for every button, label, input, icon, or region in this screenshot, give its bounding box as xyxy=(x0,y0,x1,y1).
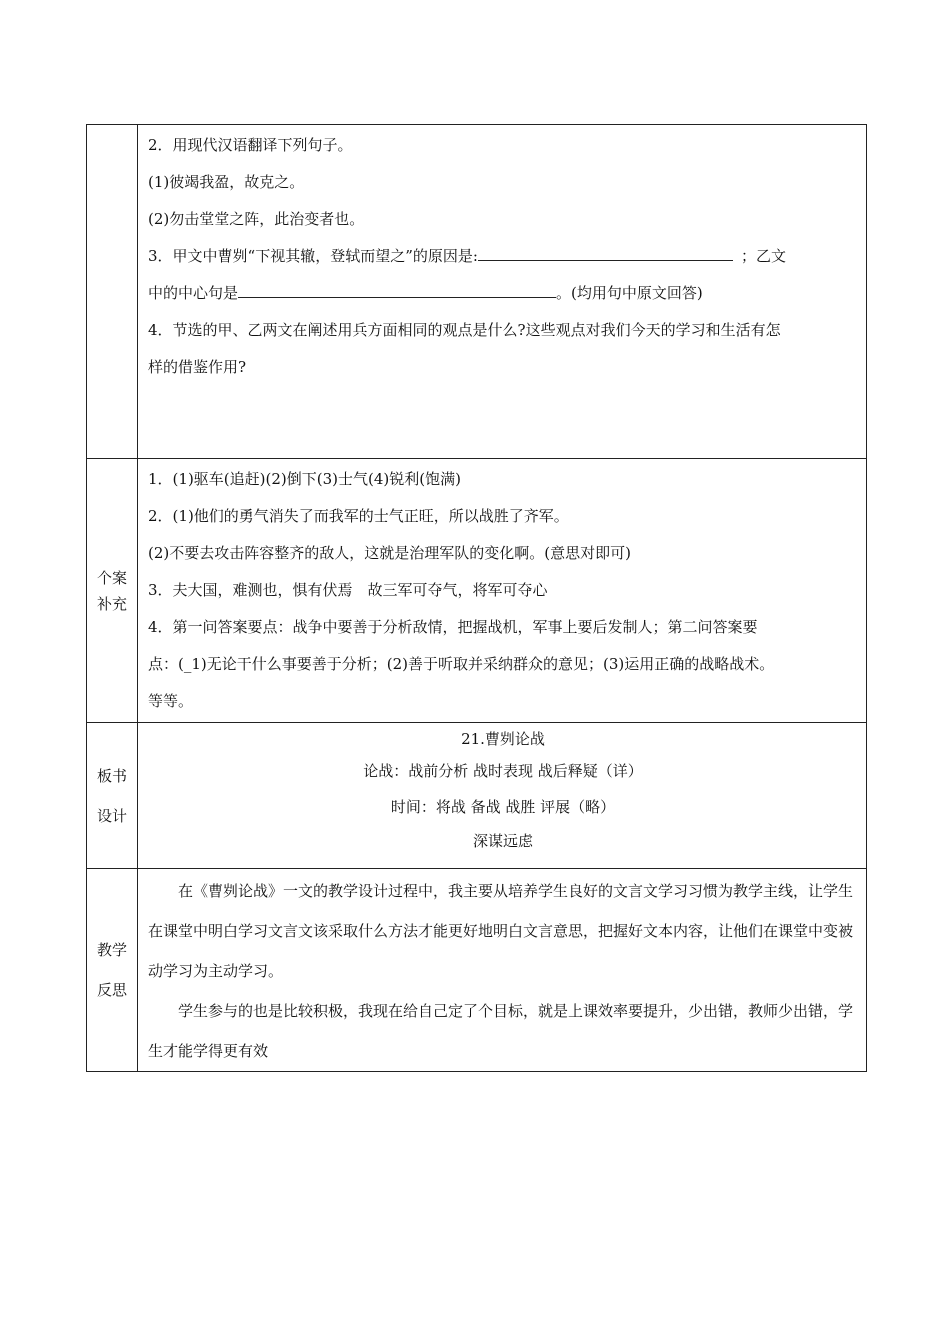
question-3-line-1 xyxy=(148,238,858,275)
answer-3: 3．夫大国，难测也，惧有伏焉 故三军可夺气，将军可夺心 xyxy=(148,581,548,599)
answer-blank-1[interactable] xyxy=(478,244,733,261)
question-3-line-2 xyxy=(148,275,858,312)
supplement-label-cell xyxy=(87,459,138,723)
board-content xyxy=(138,723,867,869)
exercises-label-cell xyxy=(87,125,138,459)
board-line-1: 论战：战前分析 战时表现 战后释疑（详） xyxy=(363,762,643,780)
board-line-2: 时间：将战 备战 战胜 评展（略） xyxy=(390,798,616,816)
board-label-2: 设计 xyxy=(96,806,127,825)
question-3-text-3: 中的中心句是 xyxy=(148,284,239,302)
lesson-table xyxy=(86,124,867,1072)
reflection-paragraph-1: 在《曹刿论战》一文的教学设计过程中，我主要从培养学生良好的文言文学习习惯为教学主线，让学生在课堂中明白学习文言文该采取什么方法才能更好地明白文言意思，把握好文本内容，让他们在课堂中变被动学习为主动学习。 xyxy=(148,882,854,980)
supplement-label-1: 个案 xyxy=(96,568,127,587)
reflection-label-2: 反思 xyxy=(96,981,127,999)
question-4-line-2: 样的借鉴作用? xyxy=(148,358,247,376)
board-label-1: 板书 xyxy=(96,766,127,785)
answer-blank-2[interactable] xyxy=(238,281,556,298)
board-row xyxy=(87,723,867,869)
question-3-text-2: ；乙文 xyxy=(740,247,786,265)
exercises-content xyxy=(138,125,867,459)
question-3-text: 3．甲文中曹刿“下视其辙，登轼而望之”的原因是: xyxy=(148,247,478,265)
answer-1: 1．(1)驱车(追赶)(2)倒下(3)士气(4)锐利(饱满) xyxy=(148,470,461,488)
supplement-content xyxy=(138,459,867,723)
board-line-3: 深谋远虑 xyxy=(472,832,533,850)
answer-2-1: 2．(1)他们的勇气消失了而我军的士气正旺，所以战胜了齐军。 xyxy=(148,507,569,525)
answer-2-2: (2)不要去攻击阵容整齐的敌人，这就是治理军队的变化啊。(意思对即可) xyxy=(148,544,631,562)
supplement-label-2: 补充 xyxy=(96,594,127,613)
reflection-row xyxy=(87,869,867,1072)
reflection-content xyxy=(138,869,867,1072)
reflection-label-1: 教学 xyxy=(96,941,127,959)
answer-4-line-1: 4．第一问答案要点：战争中要善于分析敌情，把握战机，军事上要后发制人；第二问答案要 xyxy=(148,618,758,636)
question-2-sentence-2: (2)勿击堂堂之阵，此治变者也。 xyxy=(148,210,365,228)
reflection-paragraph-2: 学生参与的也是比较积极，我现在给自己定了个目标，就是上课效率要提升，少出错，教师少出错，学生才能学得更有效 xyxy=(148,1002,854,1060)
question-4-line-1: 4．节选的甲、乙两文在阐述用兵方面相同的观点是什么?这些观点对我们今天的学习和生活有怎 xyxy=(148,321,781,339)
supplement-row xyxy=(87,459,867,723)
board-title: 21.曹刿论战 xyxy=(461,730,545,748)
reflection-label-cell xyxy=(87,869,138,1072)
answer-4-line-3: 等等。 xyxy=(148,692,194,710)
board-label-cell xyxy=(87,723,138,869)
question-2: 2．用现代汉语翻译下列句子。 xyxy=(148,136,353,154)
question-2-sentence-1: (1)彼竭我盈，故克之。 xyxy=(148,173,305,191)
question-3-text-4: 。(均用句中原文回答) xyxy=(556,284,703,302)
answer-4-line-2: 点：(_1)无论干什么事要善于分析；(2)善于听取并采纳群众的意见；(3)运用正确的战略战术。 xyxy=(148,655,775,673)
exercises-row xyxy=(87,125,867,459)
